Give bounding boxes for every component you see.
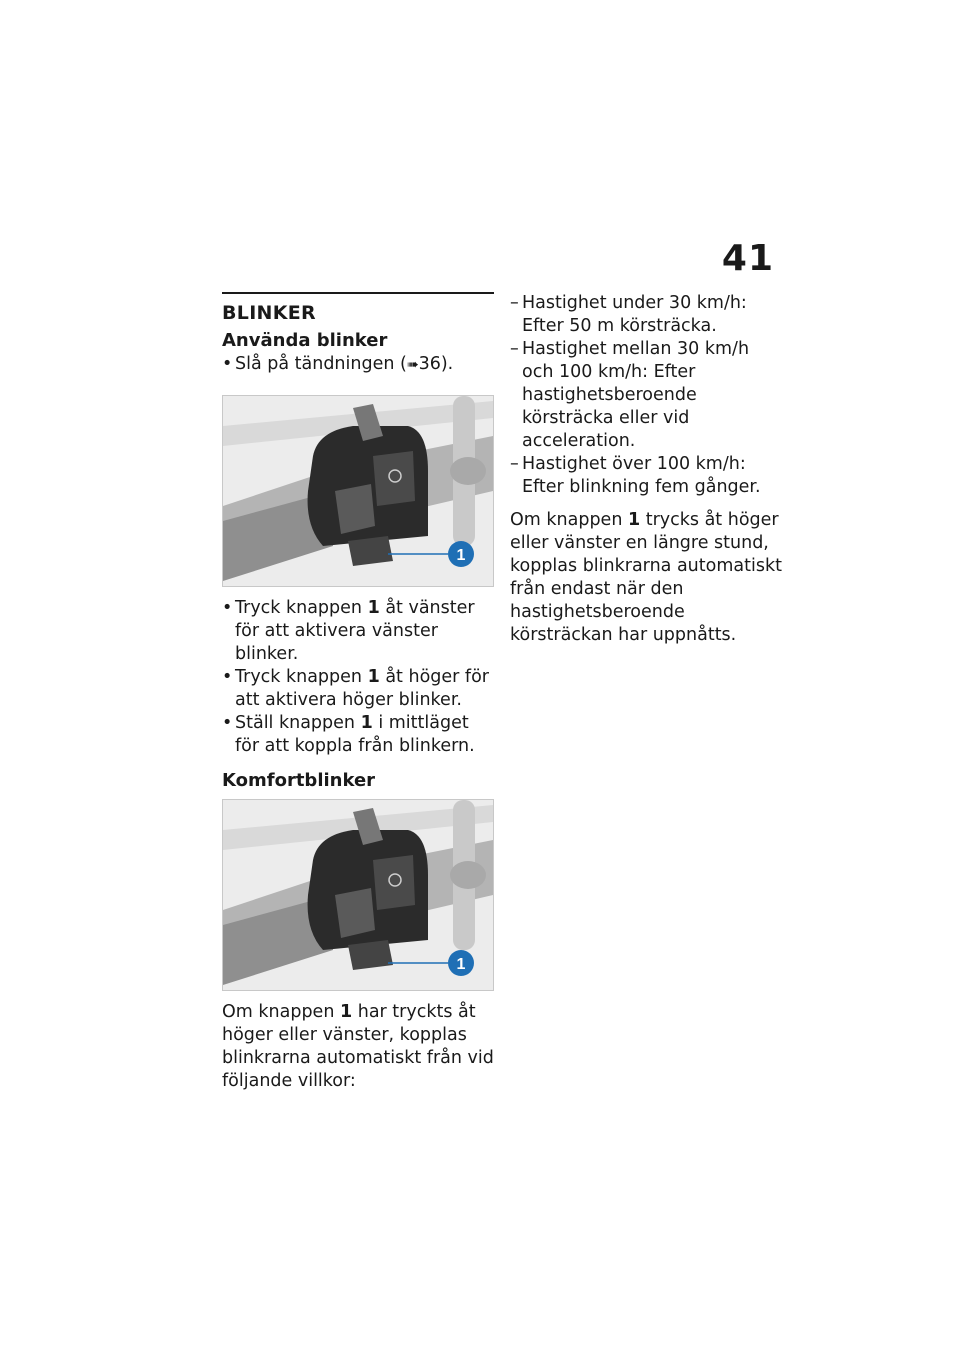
- handlebar-switch-figure-2: [222, 799, 494, 991]
- left-column: [222, 292, 494, 1093]
- section-title: BLINKER: [222, 302, 316, 324]
- subsection-title-comfort: Komfortblinker: [222, 770, 376, 791]
- comfort-intro-paragraph: Om knappen 1 har tryckts åt höger eller vänster, kopplas blinkrarna automatiskt från vid följande villkor:: [222, 1002, 494, 1091]
- handlebar-switch-figure-1: [222, 395, 494, 587]
- section-rule: [222, 292, 494, 294]
- subsection-title-use: Använda blinker: [222, 330, 388, 351]
- switch-step-list: [222, 597, 494, 758]
- switch-step: • Tryck knappen 1 åt höger för att aktivera höger blinker.: [222, 666, 494, 712]
- condition-item: – Hastighet under 30 km/h: Efter 50 m körsträcka.: [510, 292, 785, 338]
- figure-callout-1: 1: [456, 956, 466, 973]
- ignition-step: • Slå på tändningen (➠36).: [222, 353, 494, 377]
- ignition-step-list: [222, 353, 494, 377]
- long-press-paragraph: Om knappen 1 trycks åt höger eller vänster en längre stund, kopplas blinkrarna automatiskt från endast när den hastighetsberoende körsträckan har uppnåtts.: [510, 510, 782, 645]
- right-column: [510, 292, 785, 647]
- page-number: 41: [721, 238, 774, 279]
- switch-step: • Ställ knappen 1 i mittläget för att koppla från blinkern.: [222, 712, 494, 758]
- figure-callout-1: 1: [456, 547, 466, 564]
- condition-list: [510, 292, 785, 499]
- condition-item: – Hastighet över 100 km/h: Efter blinkning fem gånger.: [510, 453, 785, 499]
- switch-step: • Tryck knappen 1 åt vänster för att aktivera vänster blinker.: [222, 597, 494, 666]
- arrow-right-icon: ➠: [406, 357, 419, 373]
- condition-item: – Hastighet mellan 30 km/h och 100 km/h: Efter hastighetsberoende körsträcka eller vid acceleration.: [510, 338, 785, 453]
